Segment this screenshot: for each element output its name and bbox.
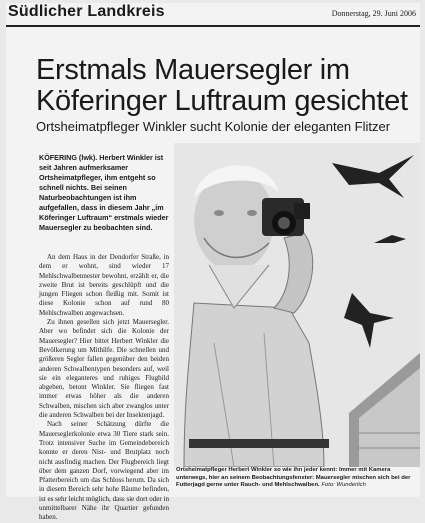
body-paragraph: An dem Haus in der Dendorfer Straße, in dem er wohnt, sind wieder 17 Mehlschwalbennester bewohnt, erzählt er, die zweite Brut ist bereits geschlüpft und die jungen Fliegen schon fleißig mit. Somit ist diese Kolonie schon auf rund 80 Mehlschwalben angewachsen. <box>39 253 169 317</box>
caption-text: Ortsheimatpfleger Herbert Winkler so wie ihn jeder kennt: Immer mit Kamera unterwegs, hier an seinem Beobachtungsfenster: Mauersegler mischen sich bei der Futterjagd gerne unter Rauch- und Mehlschwalben. <box>176 467 411 489</box>
article-headline <box>36 55 416 117</box>
section-title: Südlicher Landkreis <box>8 3 165 20</box>
header-rule <box>6 25 420 27</box>
photo-credit: Foto: Wunderlich <box>321 482 366 489</box>
headline-line-1: Erstmals Mauersegler im <box>36 54 350 86</box>
newspaper-page <box>6 3 420 522</box>
article-photo <box>174 143 420 467</box>
body-paragraph: Zu ihnen gesellen sich jetzt Mauersegler. Aber wo befindet sich die Kolonie der Mauersegler? Hier bittet Herbert Winkler die Bevölkerung um Mithilfe. Die schnellen und größeren Segler fallen gegenüber den beiden anderen Schwalbentypen besonders auf, weil sie ein eleganteres und ruhiges Flugbild abgeben, betont Winkler. Sie fliegen fast immer etwas höher als die anderen Schwalben, mischen sich aber zwanglos unter die anderen Schwalben bei der Insektenjagd. <box>39 318 169 420</box>
article-lead: KÖFERING (lwk). Herbert Winkler ist seit Jahren aufmerksamer Ortsheimatpfleger, ihm entgeht so schnell nichts. Bei seinen Naturbeobachtungen ist ihm aufgefallen, dass in diesem Jahr „im Köferinger Luftraum“ erstmals wieder Mauersegler zu beobachten sind. <box>39 153 169 232</box>
article-subhead: Ortsheimatpfleger Winkler sucht Kolonie der eleganten Flitzer <box>36 119 391 134</box>
article-body <box>39 253 169 523</box>
body-paragraph: Nach seiner Schätzung dürfte die Mauerseglerkolonie etwa 30 Tiere stark sein. Trotz intensiver Suche im Gemeindebereich konnte er deren Nist- und Brutplatz noch nicht ausfindig machen. Der Flugbereich liegt über dem ganzen Dorf, vorwiegend aber im Pfatterbereich um das Schloss herum. Da sich in diesem Bereich sehr hohe Bäume befinden, ist es sehr leicht möglich, dass sie dort oder in unmittelbarer Nähe ihr Quartier gefunden haben. <box>39 420 169 522</box>
photo-caption <box>176 467 418 490</box>
issue-date: Donnerstag, 29. Juni 2006 <box>331 9 416 18</box>
headline-line-2: Köferinger Luftraum gesichtet <box>36 85 408 117</box>
photo-illustration <box>174 143 420 467</box>
section-header <box>6 3 420 25</box>
